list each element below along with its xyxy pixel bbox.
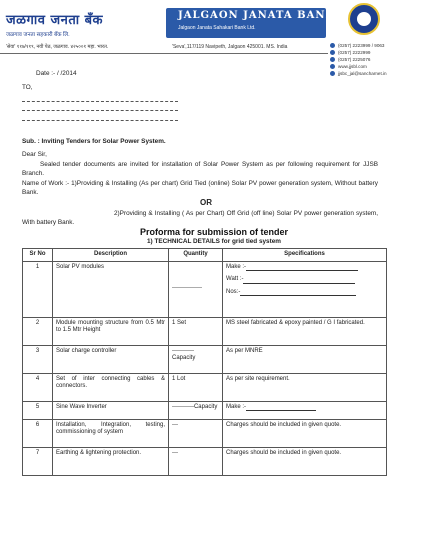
- bank-english-subtitle: Jalgaon Janata Sahakari Bank Ltd.: [178, 25, 256, 31]
- table-row: [23, 447, 387, 475]
- make-blank-field: [246, 270, 358, 271]
- header-sr-no: Sr No: [23, 249, 53, 262]
- sr-cell: 3: [23, 345, 53, 373]
- date-line: Date :- / /2014: [36, 70, 77, 77]
- spec-watt-label: Watt :-: [226, 276, 244, 282]
- web-icon: [330, 64, 335, 69]
- sr-cell: 1: [23, 261, 53, 317]
- phone-icon: [330, 50, 335, 55]
- address-blank-line: [22, 120, 178, 121]
- spec-cell: As per site requirement.: [223, 373, 387, 401]
- mail-icon: [330, 71, 335, 76]
- contact-line: [330, 42, 426, 49]
- address-blank-line: [22, 101, 178, 102]
- table-row: [23, 317, 387, 345]
- spec-cell: Charges should be included in given quote.: [223, 419, 387, 447]
- contact-line: [330, 56, 426, 63]
- table-row: [23, 261, 387, 317]
- description-cell: Set of inter connecting cables & connectors.: [53, 373, 169, 401]
- quantity-cell: 1 Lot: [169, 373, 223, 401]
- sr-cell: 6: [23, 419, 53, 447]
- sr-cell: 5: [23, 401, 53, 419]
- to-label: TO,: [22, 84, 33, 91]
- watt-blank-field: [243, 283, 355, 284]
- marathi-address: 'सेवा' ११७/११९, नवी पेठ, जळगाव. ४२५००१ महा. भारत.: [6, 44, 109, 50]
- salutation: Dear Sir,: [22, 151, 47, 158]
- nos-blank-field: [240, 295, 356, 296]
- description-cell: Solar PV modules: [53, 261, 169, 317]
- bank-english-name: JALGAON JANATA BANK: [178, 10, 336, 21]
- table-header-row: [23, 249, 387, 262]
- header-specifications: Specifications: [223, 249, 387, 262]
- spec-make-label: Make :-: [226, 263, 247, 270]
- spec-cell: [223, 401, 387, 419]
- contact-text: jjsbc_jal@sancharnet.in: [338, 71, 387, 76]
- sr-cell: 4: [23, 373, 53, 401]
- description-cell: Module mounting structure from 0.5 Mtr to 1.5 Mtr Height: [53, 317, 169, 345]
- spec-nos-label: Nos:-: [226, 288, 241, 295]
- contact-text: (0257) 2222999: [338, 50, 371, 55]
- description-cell: Earthing & lightening protection.: [53, 447, 169, 475]
- quantity-cell: ----------- Capacity: [169, 345, 223, 373]
- contact-text: (0257) 2225076: [338, 57, 371, 62]
- header-quantity: Quantity: [169, 249, 223, 262]
- quantity-cell: ---: [169, 447, 223, 475]
- contact-text: (0257) 2223999 / 9063: [338, 43, 385, 48]
- address-blank-line: [22, 110, 178, 111]
- or-separator: OR: [200, 198, 212, 207]
- table-row: [23, 401, 387, 419]
- spec-cell: As per MNRE: [223, 345, 387, 373]
- spec-make-label: Make :-: [226, 403, 247, 410]
- description-cell: Installation, Integration, testing, commissioning of system: [53, 419, 169, 447]
- make-blank-field: [246, 410, 316, 411]
- description-cell: Solar charge controller: [53, 345, 169, 373]
- contact-line: [330, 63, 426, 70]
- fax-icon: [330, 57, 335, 62]
- work-item-1: Name of Work :- 1)Providing & Installing (As per chart) Grid Tied (online) Solar PV power generation system, Without battery Bank.: [22, 180, 378, 196]
- spec-cell: [223, 261, 387, 317]
- quantity-cell: ---------------: [169, 261, 223, 317]
- work-item-2: 2)Providing & Installing ( As per Chart) Off Grid (off line) Solar PV power generation system, With battery Bank.: [22, 210, 378, 226]
- proforma-title: Proforma for submission of tender: [139, 227, 289, 237]
- bank-marathi-name: जळगाव जनता बँक: [6, 13, 104, 28]
- english-address: 'Seva',117/119 Navipeth, Jalgaon 425001. MS. India: [172, 44, 288, 50]
- description-cell: Sine Wave Inverter: [53, 401, 169, 419]
- quantity-cell: ---: [169, 419, 223, 447]
- spec-cell: MS steel fabricated & epoxy painted / G I fabricated.: [223, 317, 387, 345]
- bank-logo-emblem: [357, 12, 371, 26]
- header-description: Description: [53, 249, 169, 262]
- contact-line: [330, 49, 426, 56]
- bank-marathi-subtitle: जळगाव जनता सहकारी बँक लि.: [6, 32, 70, 38]
- spec-cell: Charges should be included in given quote.: [223, 447, 387, 475]
- sr-cell: 2: [23, 317, 53, 345]
- sr-cell: 7: [23, 447, 53, 475]
- header-divider: [0, 53, 328, 54]
- table-row: [23, 419, 387, 447]
- quantity-cell: -----------Capacity: [169, 401, 223, 419]
- phone-icon: [330, 43, 335, 48]
- technical-details-table: [22, 248, 387, 476]
- invitation-paragraph: Sealed tender documents are invited for installation of Solar Power System as per following requirement for JJSB Branch.: [22, 161, 378, 177]
- section-title: 1) TECHNICAL DETAILS for grid tied system: [147, 238, 281, 245]
- table-row: [23, 373, 387, 401]
- table-row: [23, 345, 387, 373]
- quantity-cell: 1 Set: [169, 317, 223, 345]
- subject-line: Sub. : Inviting Tenders for Solar Power System.: [22, 138, 166, 145]
- contact-line: [330, 70, 426, 77]
- contact-text: www.jjsbl.com: [338, 64, 367, 69]
